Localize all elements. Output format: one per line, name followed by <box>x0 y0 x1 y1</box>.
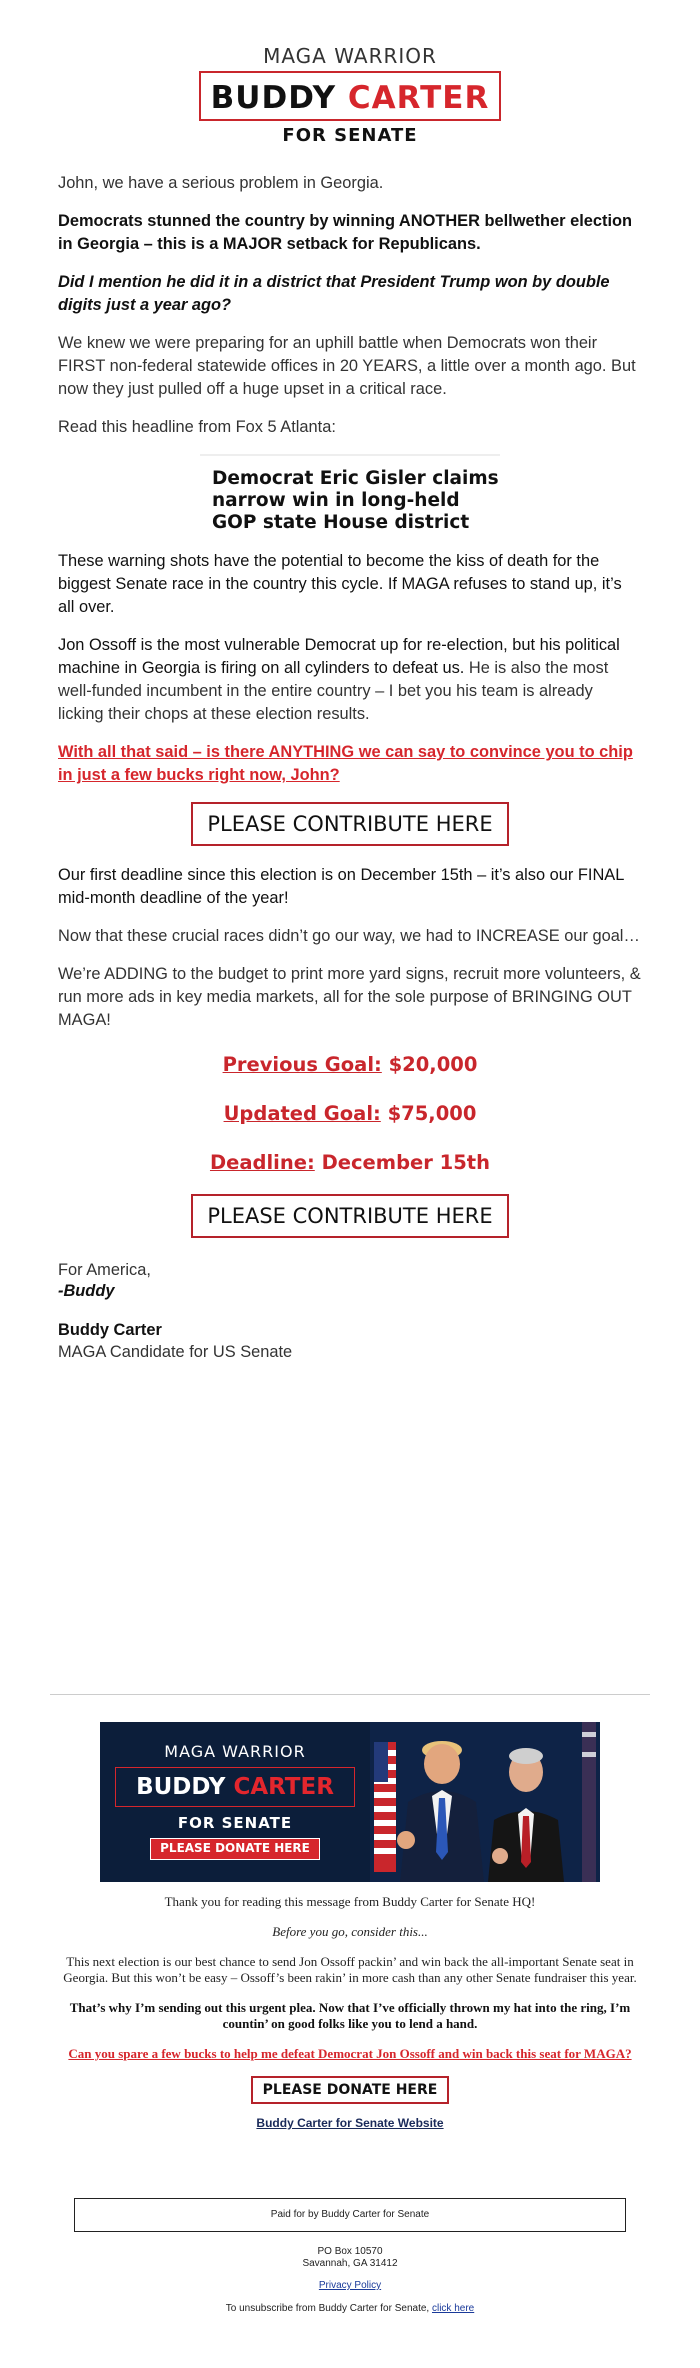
body-paragraph: Our first deadline since this election is on December 15th – it’s also our FINAL mid-month deadline of the year! <box>58 866 624 907</box>
goal-value: $20,000 <box>381 1053 478 1076</box>
sign-off: For America, <box>58 1261 151 1279</box>
footer-paragraph: That’s why I’m sending out this urgent plea. Now that I’ve officially thrown my hat into the ring, I’m countin’ on good folks like you to lend a hand. <box>69 2000 631 2031</box>
flag-right-icon <box>582 1722 596 1882</box>
body-paragraph-part: Jon Ossoff is the most vulnerable Democrat up for re-election, but his political machine in Georgia is firing on all cylinders to defeat us. <box>58 636 620 677</box>
american-flag-icon <box>374 1742 396 1872</box>
body-paragraph: Did I mention he did it in a district that President Trump won by double digits just a year ago? <box>58 273 610 314</box>
banner-tagline: MAGA WARRIOR <box>164 1742 306 1761</box>
contribute-link[interactable]: With all that said – is there ANYTHING we can say to convince you to chip in just a few bucks right now, John? <box>58 743 633 784</box>
banner-donate-button[interactable]: PLEASE DONATE HERE <box>150 1838 320 1860</box>
logo-subtitle: FOR SENATE <box>282 125 418 146</box>
footer <box>60 1894 640 2132</box>
body-paragraph: We knew we were preparing for an uphill battle when Democrats won their FIRST non-federal statewide offices in 20 YEARS, a little over a month ago. But now they just pulled off a huge upset in a critical race. <box>58 334 636 398</box>
body-paragraph <box>58 634 642 726</box>
goal-deadline <box>58 1151 642 1174</box>
body-paragraph: These warning shots have the potential to become the kiss of death for the biggest Senate race in the country this cycle. If MAGA refuses to stand up, it’s all over. <box>58 552 622 616</box>
goal-value: December 15th <box>314 1151 491 1174</box>
footer-thanks: Thank you for reading this message from Buddy Carter for Senate HQ! <box>164 1894 536 1909</box>
mailing-address <box>0 2246 700 2270</box>
body-paragraph: Now that these crucial races didn’t go our way, we had to INCREASE our goal… <box>58 927 640 945</box>
banner-name <box>116 1768 354 1806</box>
signer-name: Buddy Carter <box>58 1321 162 1339</box>
paid-for-box: Paid for by Buddy Carter for Senate <box>74 2198 626 2232</box>
logo-name <box>211 79 490 117</box>
footer-donate-button[interactable]: PLEASE DONATE HERE <box>251 2076 450 2104</box>
cta-wrap <box>58 802 642 846</box>
email-body <box>0 172 700 1363</box>
privacy-policy-link[interactable]: Privacy Policy <box>318 2280 382 2291</box>
goal-label: Deadline: <box>209 1151 315 1174</box>
banner-subtitle: FOR SENATE <box>177 1814 293 1832</box>
news-headline: Democrat Eric Gisler claims narrow win in long-held GOP state House district <box>212 468 499 533</box>
goal-updated <box>58 1102 642 1125</box>
body-paragraph: Read this headline from Fox 5 Atlanta: <box>58 418 336 436</box>
footer-divider <box>50 1694 650 1695</box>
goal-previous <box>58 1053 642 1076</box>
body-paragraph-part: He is also the most well-funded incumbent in the entire country – I bet you his team is already licking their chops at these election results. <box>58 659 609 723</box>
address-line: Savannah, GA 31412 <box>302 2258 398 2269</box>
logo-name-last: CARTER <box>347 80 490 116</box>
footer-donate-link[interactable]: Can you spare a few bucks to help me defeat Democrat Jon Ossoff and win back this seat for MAGA? <box>68 2046 632 2061</box>
goal-label: Previous Goal: <box>222 1053 382 1076</box>
signer-title: MAGA Candidate for US Senate <box>58 1343 293 1361</box>
header-logo <box>0 0 700 146</box>
body-paragraph: John, we have a serious problem in Georgia. <box>58 174 384 192</box>
contribute-button[interactable]: PLEASE CONTRIBUTE HERE <box>191 1194 508 1238</box>
signature: -Buddy <box>58 1282 115 1300</box>
banner-name-last: CARTER <box>233 1774 334 1800</box>
website-link[interactable]: Buddy Carter for Senate Website <box>256 2116 444 2130</box>
logo-box <box>199 71 502 121</box>
donate-banner[interactable] <box>100 1722 600 1882</box>
body-paragraph: We’re ADDING to the budget to print more yard signs, recruit more volunteers, & run more ads in key media markets, all for the sole purpose of BRINGING OUT MAGA! <box>58 965 641 1029</box>
cta-wrap <box>58 1194 642 1238</box>
footer-before: Before you go, consider this... <box>272 1924 428 1939</box>
banner-logo-box <box>115 1767 355 1807</box>
goal-value: $75,000 <box>380 1102 477 1125</box>
logo-name-first: BUDDY <box>210 80 348 116</box>
address-line: PO Box 10570 <box>317 2246 383 2257</box>
body-paragraph: Democrats stunned the country by winning ANOTHER bellwether election in Georgia – this is a MAJOR setback for Republicans. <box>58 212 633 253</box>
candidates-photo <box>370 1722 600 1882</box>
footer-paragraph: This next election is our best chance to send Jon Ossoff packin’ and win back the all-important Senate seat in Georgia. But this won’t be easy – Ossoff’s been rakin’ in more cash than any other Senate fundraiser this year. <box>63 1954 637 1985</box>
banner-name-first: BUDDY <box>136 1774 234 1800</box>
goal-label: Updated Goal: <box>223 1102 381 1125</box>
contribute-button[interactable]: PLEASE CONTRIBUTE HERE <box>191 802 508 846</box>
unsubscribe-line <box>0 2303 700 2314</box>
news-headline-card <box>200 454 500 534</box>
unsubscribe-link[interactable]: click here <box>431 2303 475 2314</box>
unsubscribe-text: To unsubscribe from Buddy Carter for Senate, <box>225 2303 432 2314</box>
logo-tagline: MAGA WARRIOR <box>263 44 437 68</box>
